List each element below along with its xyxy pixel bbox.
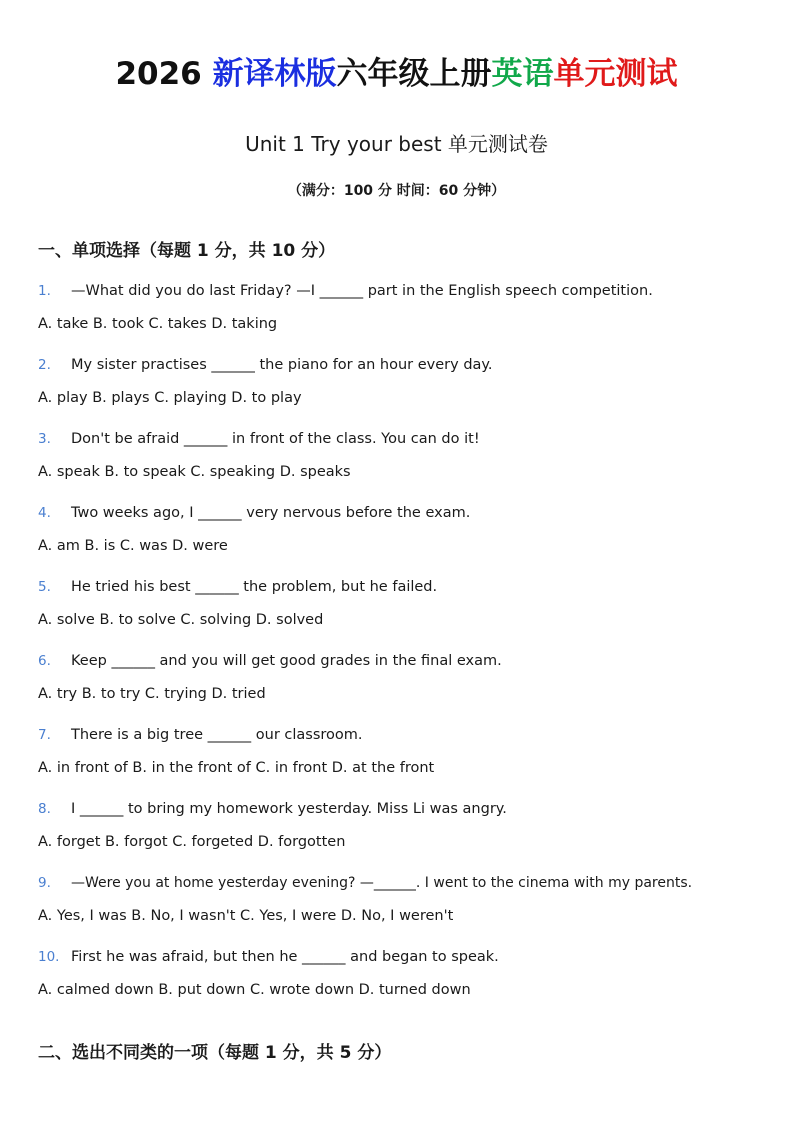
question-text: First he was afraid, but then he ______ and began to speak.	[71, 949, 499, 965]
question-item	[38, 505, 758, 521]
question-text: He tried his best ______ the problem, but he failed.	[71, 579, 438, 595]
question-options: A. in front of B. in the front of C. in front D. at the front	[38, 760, 435, 776]
question-options: A. am B. is C. was D. were	[38, 538, 228, 554]
question-text: Keep ______ and you will get good grades in the final exam.	[71, 653, 502, 669]
question-number: 2.	[38, 357, 51, 373]
question-options: A. take B. took C. takes D. taking	[38, 316, 278, 332]
question-text: I ______ to bring my homework yesterday. Miss Li was angry.	[71, 801, 507, 817]
question-item	[38, 431, 758, 447]
question-text: Two weeks ago, I ______ very nervous before the exam.	[71, 505, 471, 521]
title-grade: 六年级上册	[336, 56, 492, 92]
question-text: My sister practises ______ the piano for an hour every day.	[71, 357, 493, 373]
title-test-type: 单元测试	[553, 56, 678, 92]
title-subject: 英语	[491, 56, 554, 92]
section-1-heading: 一、单项选择（每题 1 分，共 10 分）	[38, 241, 336, 261]
question-number: 1.	[38, 283, 51, 299]
question-number: 6.	[38, 653, 51, 669]
question-options: A. solve B. to solve C. solving D. solved	[38, 612, 324, 628]
question-item	[38, 875, 758, 891]
question-text: There is a big tree ______ our classroom.	[71, 727, 363, 743]
question-text: Don't be afraid ______ in front of the class. You can do it!	[71, 431, 480, 447]
question-item	[38, 727, 758, 743]
question-text: —Were you at home yesterday evening? —______. I went to the cinema with my parents.	[71, 875, 693, 891]
question-options: A. forget B. forgot C. forgeted D. forgotten	[38, 834, 346, 850]
question-item	[38, 653, 758, 669]
page-title	[0, 48, 793, 93]
question-number: 10.	[38, 949, 60, 965]
unit-subtitle: Unit 1 Try your best 单元测试卷	[245, 132, 548, 156]
question-number: 3.	[38, 431, 51, 447]
question-item	[38, 579, 758, 595]
question-item	[38, 283, 758, 299]
question-item	[38, 801, 758, 817]
question-text: —What did you do last Friday? —I ______ part in the English speech competition.	[71, 283, 653, 299]
question-options: A. calmed down B. put down C. wrote down D. turned down	[38, 982, 471, 998]
question-options: A. play B. plays C. playing D. to play	[38, 390, 302, 406]
question-item	[38, 357, 758, 373]
question-options: A. Yes, I was B. No, I wasn't C. Yes, I were D. No, I weren't	[38, 908, 454, 924]
question-number: 8.	[38, 801, 51, 817]
question-number: 5.	[38, 579, 51, 595]
question-options: A. speak B. to speak C. speaking D. speaks	[38, 464, 351, 480]
question-number: 4.	[38, 505, 51, 521]
question-number: 9.	[38, 875, 51, 891]
section-2-heading: 二、选出不同类的一项（每题 1 分，共 5 分）	[38, 1043, 392, 1063]
question-item	[38, 949, 758, 965]
title-year: 2026	[115, 56, 213, 92]
title-publisher: 新译林版	[212, 56, 337, 92]
score-and-time-note: （满分：100 分 时间：60 分钟）	[287, 183, 506, 199]
question-number: 7.	[38, 727, 51, 743]
question-options: A. try B. to try C. trying D. tried	[38, 686, 266, 702]
